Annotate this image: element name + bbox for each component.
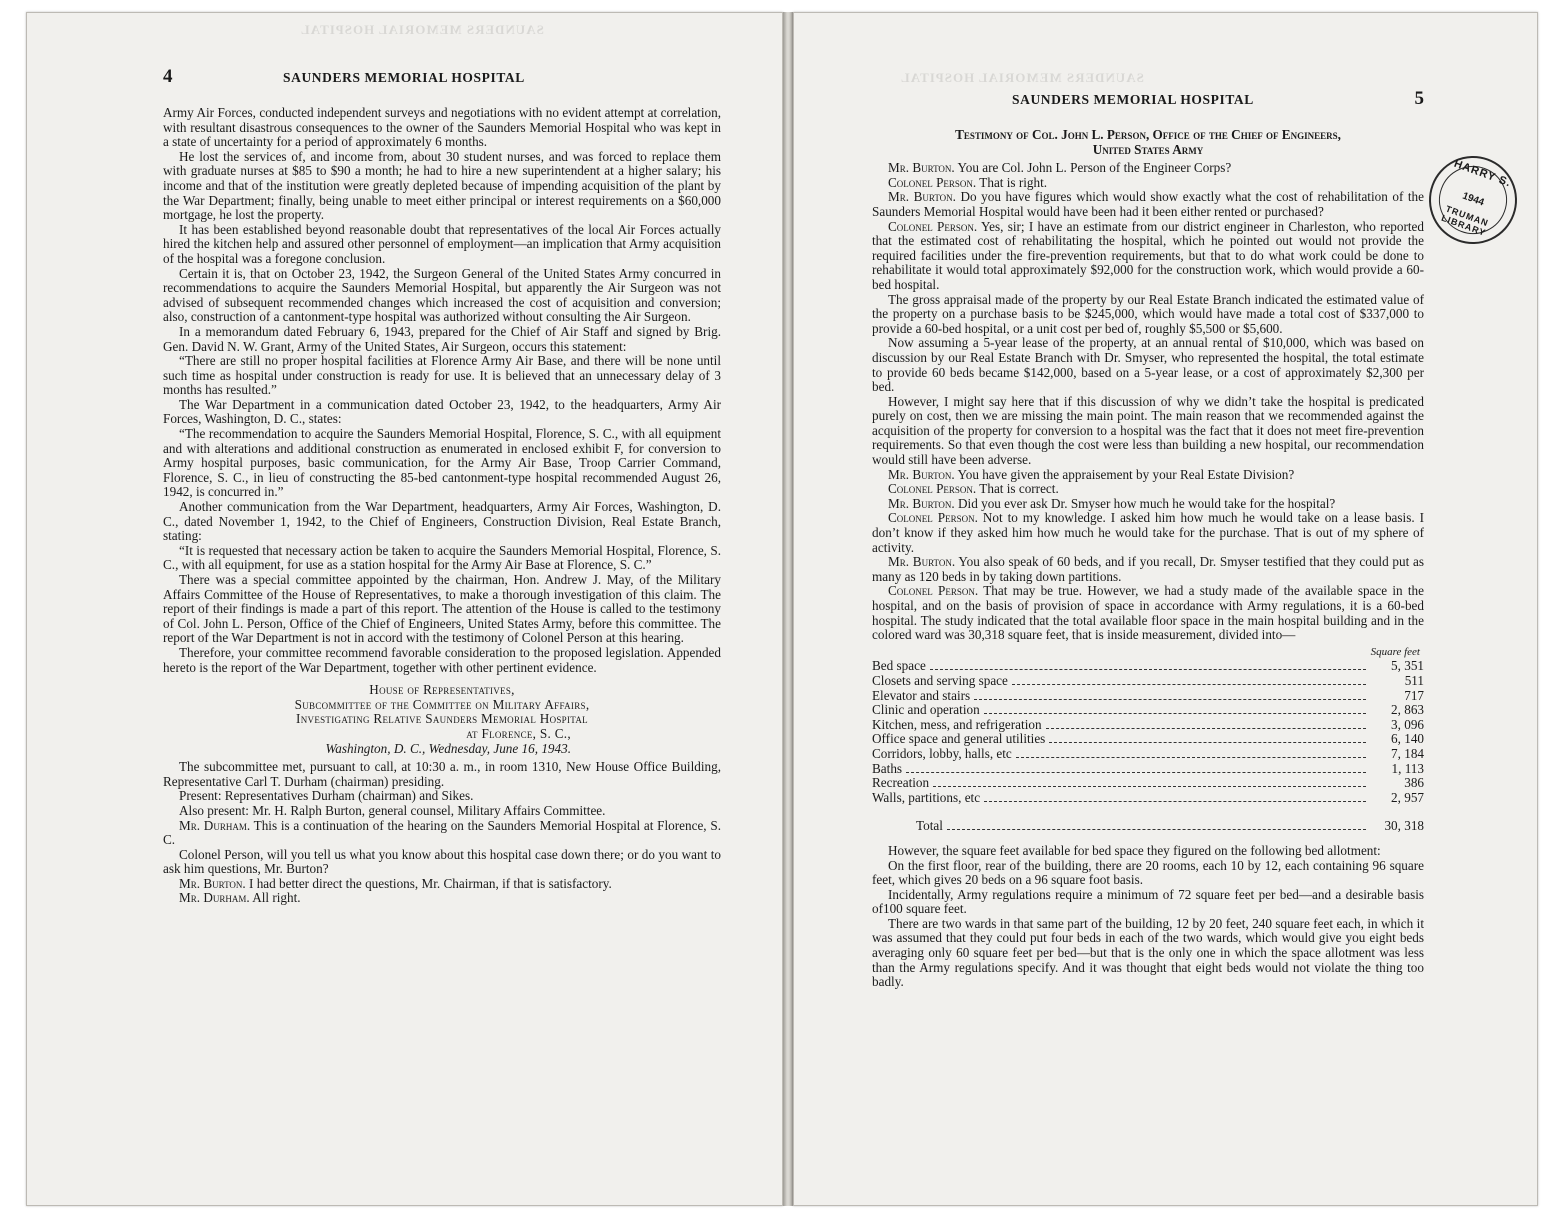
stamp-text: TRUMAN LIBRARY (1440, 203, 1491, 239)
left-paragraphs-bottom (163, 760, 721, 818)
left-paragraphs-top (163, 106, 721, 675)
speaker-name: Colonel Person. (888, 174, 977, 190)
dialogue-paragraph (872, 468, 1424, 483)
right-page-body (872, 128, 1424, 990)
paragraph: Incidentally, Army regulations require a minimum of 72 square feet per bed—and a desirable basis of100 square feet. (872, 886, 1424, 917)
paragraph: The subcommittee met, pursuant to call, at 10:30 a. m., in room 1310, New House Office Building, Representative Carl T. Durham (chairman) presiding. (163, 759, 721, 789)
testimony-title (872, 128, 1424, 157)
heading-line: House of Representatives, (369, 682, 515, 698)
hearing-heading (163, 683, 721, 756)
testimony-title-line: United States Army (1092, 141, 1204, 157)
dialogue-paragraph (872, 220, 1424, 293)
dialogue-paragraph (872, 395, 1424, 468)
leader-dots (933, 786, 1366, 787)
table-row (872, 674, 1424, 689)
dialogue-paragraph (872, 584, 1424, 642)
row-value: 6, 140 (1391, 731, 1424, 747)
speaker-name: Colonel Person. (888, 583, 979, 599)
speaker-name: Colonel Person. (888, 510, 978, 526)
total-value: 30, 318 (1384, 818, 1424, 834)
page-number: 4 (163, 66, 173, 87)
speaker-name: Mr. Burton. (179, 875, 246, 891)
row-value: 511 (1404, 672, 1424, 688)
leader-dots (984, 713, 1366, 714)
row-label: Walls, partitions, etc (872, 789, 981, 805)
speaker-name: Mr. Durham. (179, 890, 250, 906)
paragraph: Certain it is, that on October 23, 1942, the Surgeon General of the United States Army concurred in recommendations to acquire the Saunders Memorial Hospital, but apparently the Air Surgeon was not advised of subsequent recommended changes which increased the cost of acquisition and conversion; also, construction of a cantonment-type hospital was authorized without consulting the Air Surgeon. (163, 265, 721, 325)
speech-text: You also speak of 60 beds, and if you recall, Dr. Smyser testified that they could put as many as 120 beds in by taking down partitions. (872, 554, 1425, 584)
speaker-name: Mr. Burton. (888, 495, 955, 511)
row-label: Clinic and operation (872, 702, 980, 718)
table-row (872, 762, 1424, 777)
speech-text: Do you have figures which would show exactly what the cost of rehabilitation of the Saunders Memorial Hospital would have been had it been either rented or purchased? (872, 189, 1424, 219)
dialogue-paragraph (872, 482, 1424, 497)
dialogue-paragraph (872, 190, 1424, 219)
dialogue-paragraph (872, 336, 1424, 394)
paragraph: “It is requested that necessary action be taken to acquire the Saunders Memorial Hospital, Florence, S. C., with all equipment, for use as a station hospital for the Army Air Base at Florence, S. C.” (163, 542, 721, 573)
right-page-header (872, 88, 1424, 110)
speech-text: Yes, sir; I have an estimate from our district engineer in Charleston, who reported that the estimated cost of rehabilitating the hospital, which he pointed out would not provide the required facilities under the fire-prevention requirements, but that to do what work could be done to rehabilitate it would total approximately $92,000 for the construction work, which would provide a 60-bed hospital. (872, 218, 1424, 292)
speech-text: This is a continuation of the hearing on the Saunders Memorial Hospital at Florence, S. C. (163, 817, 721, 848)
paragraph: It has been established beyond reasonable doubt that representatives of the local Air Forces actually hired the kitchen help and assured other personnel of employment—an implication that Army acquisition of the hospital was a foregone conclusion. (163, 221, 721, 266)
leader-dots (1012, 684, 1366, 685)
paragraph: Also present: Mr. H. Ralph Burton, general counsel, Military Affairs Committee. (179, 802, 606, 818)
leader-dots (1049, 742, 1366, 743)
speech-text: You have given the appraisement by your Real Estate Division? (954, 466, 1295, 482)
row-label: Kitchen, mess, and refrigeration (872, 716, 1042, 732)
dialogue-paragraph (163, 891, 721, 906)
table-row (872, 776, 1424, 791)
paragraph: There are two wards in that same part of the building, 12 by 20 feet, 240 square feet each, in which it was assumed that they could put four beds in each of the two wards, which would give you eight beds averaging only 60 square feet per bed—but that is the only one in which the space allotment was less than the Army regulations specify. And it was thought that eight beds would not violate the thing too badly. (872, 915, 1424, 990)
speaker-name: Mr. Burton. (888, 189, 956, 205)
table-row (872, 747, 1424, 762)
paragraph: Army Air Forces, conducted independent surveys and negotiations with no evident attempt at correlation, with resultant disastrous consequences to the owner of the Saunders Memorial Hospital who was kept in a state of uncertainty for a period of approximately 6 months. (163, 105, 721, 150)
table-row (872, 689, 1424, 704)
heading-line: Subcommittee of the Committee on Military Affairs, (294, 696, 590, 712)
table-row (872, 732, 1424, 747)
row-label: Recreation (872, 775, 930, 791)
dialogue-paragraph (163, 819, 721, 848)
row-label: Bed space (872, 658, 926, 674)
page-number: 5 (1414, 88, 1424, 109)
heading-line: Investigating Relative Saunders Memorial Hospital (296, 711, 588, 727)
paragraph: There was a special committee appointed by the chairman, Hon. Andrew J. May, of the Military Affairs Committee of the House of Representatives, to make a thorough investigation of this claim. The report of their findings is made a part of this report. The attention of the House is called to the testimony of Col. John L. Person, Office of the Chief of Engineers, United States Army, before this committee. The report of the War Department is not in accord with the testimony of Colonel Person at this hearing. (163, 572, 721, 646)
row-label: Baths (872, 760, 903, 776)
paragraph: Another communication from the War Department, headquarters, Army Air Forces, Washington, D. C., dated November 1, 1942, to the Chief of Engineers, Construction Division, Real Estate Branch, stating: (163, 499, 721, 544)
row-label: Closets and serving space (872, 672, 1008, 688)
row-value: 3, 096 (1391, 716, 1424, 732)
row-value: 2, 863 (1391, 702, 1424, 718)
leader-dots (1016, 757, 1366, 758)
bleed-through-text-left: SAUNDERS MEMORIAL HOSPITAL (300, 22, 544, 37)
speech-text: Now assuming a 5-year lease of the property, at an annual rental of $10,000, which was based on discussion by our Real Estate Branch with Dr. Smyser, who represented the hospital, the total estimate to provide 60 beds became $142,000, based on a 5-year lease, or a cost of approximately $2,300 per bed. (872, 335, 1424, 395)
leader-dots (1046, 728, 1366, 729)
row-value: 386 (1404, 775, 1424, 791)
speech-text: Not to my knowledge. I asked him how much he would take on a lease basis. I don’t know if they asked him how much he would take for the purchase. That is out of my sphere of activity. (872, 510, 1424, 555)
paragraph: “There are still no proper hospital facilities at Florence Army Air Base, and there will be none until such time as hospital under construction is ready for use. It is believed that an unnecessary delay of 3 months has resulted.” (163, 353, 721, 398)
dialogue-paragraph (163, 877, 721, 892)
row-value: 717 (1404, 687, 1424, 703)
speech-text: That may be true. However, we had a study made of the available space in the hospital, and on the basis of provision of space in accordance with Army regulations, it is a 60-bed hospital. The study indicated that the total available floor space in the main hospital building and in the colored ward was 30,318 square feet, that is inside measurement, divided into— (872, 583, 1424, 643)
table-row (872, 791, 1424, 806)
running-head: SAUNDERS MEMORIAL HOSPITAL (1012, 92, 1254, 107)
bleed-through-text: SAUNDERS MEMORIAL HOSPITAL (900, 70, 1144, 85)
paragraph: Present: Representatives Durham (chairman) and Sikes. (179, 788, 474, 804)
left-dialogue (163, 819, 721, 907)
stamp-text: HARRY S. (1452, 157, 1513, 190)
table-total-row (872, 819, 1424, 834)
speaker-name: Mr. Burton. (888, 466, 955, 482)
row-value: 7, 184 (1391, 745, 1424, 761)
table-units-label: Square feet (1370, 645, 1420, 658)
speech-text: You are Col. John L. Person of the Engineer Corps? (954, 160, 1232, 176)
heading-line: at Florence, S. C., (466, 725, 571, 741)
paragraph: On the first floor, rear of the building, there are 20 rooms, each 10 by 12, each containing 96 square feet, which gives 20 beds on a 96 square foot basis. (872, 857, 1424, 888)
row-value: 1, 113 (1391, 760, 1424, 776)
stamp-text: 1944 (1460, 190, 1486, 209)
leader-dots (947, 829, 1366, 830)
table-row (872, 659, 1424, 674)
speaker-name: Mr. Burton. (888, 554, 956, 570)
speech-text: Colonel Person, will you tell us what you know about this hospital case down there; or do you want to ask him questions, Mr. Burton? (163, 846, 721, 877)
floor-space-table (872, 645, 1424, 834)
leader-dots (984, 801, 1366, 802)
heading-date: Washington, D. C., Wednesday, June 16, 1943. (325, 740, 571, 756)
row-label: Elevator and stairs (872, 687, 971, 703)
paragraph: The War Department in a communication dated October 23, 1942, to the headquarters, Army Air Forces, Washington, D. C., states: (163, 396, 721, 427)
dialogue-paragraph (872, 555, 1424, 584)
paragraph: However, the square feet available for bed space they figured on the following bed allotment: (888, 842, 1381, 858)
speech-text: That is right. (976, 174, 1048, 190)
row-value: 2, 957 (1391, 789, 1424, 805)
dialogue-paragraph (872, 161, 1424, 176)
paragraph: “The recommendation to acquire the Saunders Memorial Hospital, Florence, S. C., with all equipment and with alterations and additional construction as enumerated in enclosed exhibit F, for conversion to Army hospital purposes, basic communication, for the Army Air Base, Troop Carrier Command, Florence, S. C., in lieu of constructing the 85-bed cantonment-type hospital recommended August 26, 1942, is concurred in.” (163, 426, 721, 500)
speech-text: The gross appraisal made of the property by our Real Estate Branch indicated the estimated value of the property on a purchase basis to be $245,000, which would have made a total cost of $337,000 to provide a 60-bed hospital, or a unit cost per bed of, roughly $5,500 or $5,600. (872, 291, 1424, 336)
dialogue-paragraph (872, 293, 1424, 337)
right-dialogue (872, 161, 1424, 643)
dialogue-paragraph (163, 848, 721, 877)
book-gutter (783, 12, 793, 1206)
total-label: Total (916, 818, 943, 834)
table-rows (872, 659, 1424, 805)
speaker-name: Mr. Durham. (179, 817, 251, 833)
paragraph: He lost the services of, and income from, about 30 student nurses, and was forced to replace them with graduate nurses at $85 to $90 a month; he had to hire a new superintendent at a higher salary; his income and that of the institution were greatly depleted because of impending acquisition of the plant by the War Department; finally, being unable to meet either principal or interest requirements on a $60,000 mortgage, he lost the property. (163, 148, 721, 223)
left-page-body (163, 106, 721, 906)
speech-text: I had better direct the questions, Mr. Chairman, if that is satisfactory. (245, 875, 612, 891)
table-row (872, 718, 1424, 733)
testimony-title-line: Testimony of Col. John L. Person, Office of the Chief of Engineers, (955, 127, 1341, 142)
running-head: SAUNDERS MEMORIAL HOSPITAL (283, 70, 525, 85)
speech-text: That is correct. (976, 481, 1059, 497)
dialogue-paragraph (872, 497, 1424, 512)
speaker-name: Colonel Person. (888, 218, 978, 234)
right-paragraphs-after (872, 844, 1424, 990)
row-label: Corridors, lobby, halls, etc (872, 745, 1012, 761)
dialogue-paragraph (872, 511, 1424, 555)
speech-text: However, I might say here that if this discussion of why we didn’t take the hospital is predicated purely on cost, then we are missing the main point. The main reason that we recommended against the acquisition of the property for conversion to a hospital was the fact that it does not meet fire-prevention requirements. So that even though the cost were less than building a new hospital, our recommendation would still have been adverse. (872, 393, 1424, 468)
row-label: Office space and general utilities (872, 731, 1046, 747)
speech-text: Did you ever ask Dr. Smyser how much he would take for the hospital? (954, 495, 1336, 511)
speaker-name: Mr. Burton. (888, 160, 955, 176)
leader-dots (930, 669, 1366, 670)
paragraph: In a memorandum dated February 6, 1943, prepared for the Chief of Air Staff and signed by Brig. Gen. David N. W. Grant, Army of the United States, Air Surgeon, occurs this statement: (163, 323, 721, 354)
dialogue-paragraph (872, 176, 1424, 191)
left-page-header (163, 68, 721, 90)
table-row (872, 703, 1424, 718)
speaker-name: Colonel Person. (888, 481, 977, 497)
leader-dots (974, 699, 1366, 700)
row-value: 5, 351 (1391, 658, 1424, 674)
paragraph: Therefore, your committee recommend favorable consideration to the proposed legislation. Appended hereto is the report of the War Department, together with other pertinent evidence. (163, 644, 721, 675)
speech-text: All right. (249, 890, 301, 906)
leader-dots (906, 772, 1366, 773)
